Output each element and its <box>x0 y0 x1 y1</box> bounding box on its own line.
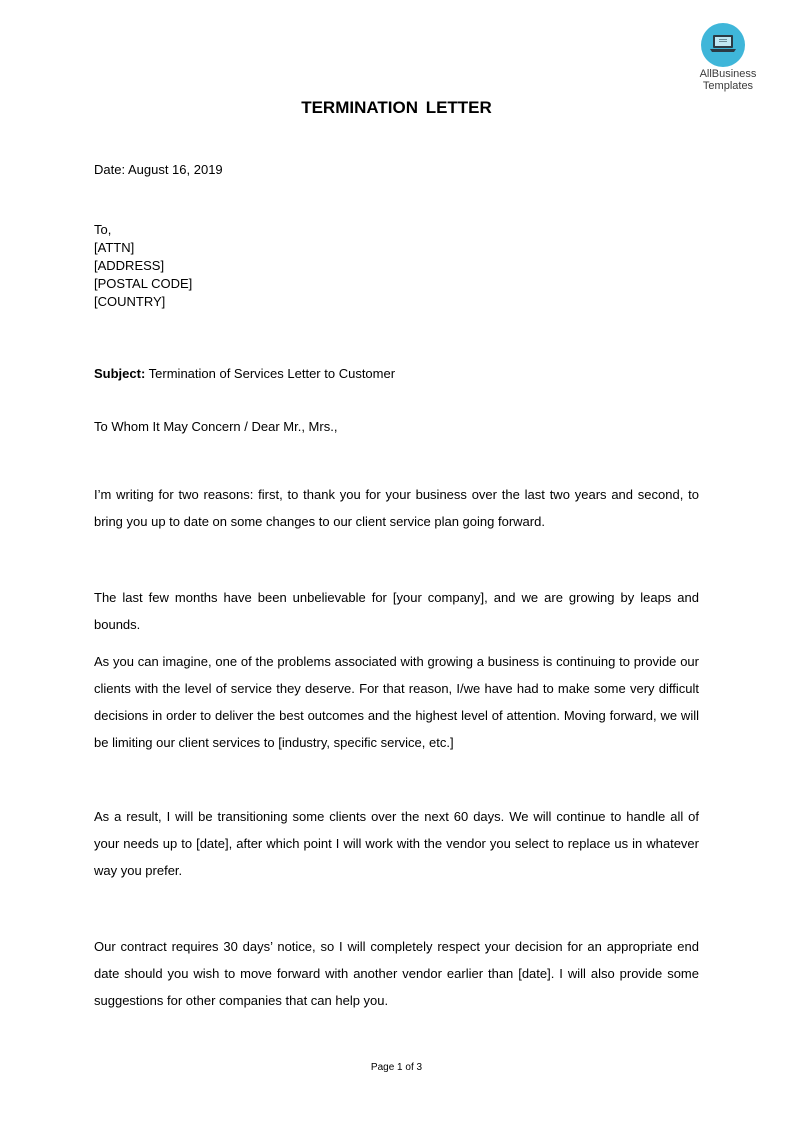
address-line: [ADDRESS] <box>94 258 165 273</box>
salutation: To Whom It May Concern / Dear Mr., Mrs., <box>94 419 338 434</box>
address-line: [COUNTRY] <box>94 294 166 309</box>
body-paragraph: I’m writing for two reasons: first, to thank you for your business over the last two years and second, to bring you up to date on some changes to our client service plan going forward. <box>94 487 699 529</box>
page-number: Page 1 of 3 <box>370 1062 423 1073</box>
date-line: Date: August 16, 2019 <box>94 162 223 177</box>
allbusiness-templates-logo <box>688 20 768 95</box>
logo-text-line1: AllBusiness <box>699 68 757 80</box>
address-line: [ATTN] <box>94 240 135 255</box>
body-paragraph: As a result, I will be transitioning some clients over the next 60 days. We will continue to handle all of your needs up to [date], after which point I will work with the vendor you select to replace us in whatever way you prefer. <box>94 809 699 878</box>
body-paragraph: The last few months have been unbelievable for [your company], and we are growing by leaps and bounds. <box>94 590 699 632</box>
address-line: [POSTAL CODE] <box>94 276 193 291</box>
subject-line <box>94 365 395 383</box>
subject-label: Subject: <box>94 366 146 381</box>
logo-text-line2: Templates <box>702 80 754 92</box>
subject-text: Termination of Services Letter to Customer <box>145 366 396 381</box>
body-paragraph: Our contract requires 30 days’ notice, so I will completely respect your decision for an appropriate end date should you wish to move forward with another vendor earlier than [date]. I will also provide some suggestions for other companies that can help you. <box>94 939 699 1008</box>
recipient-address-block <box>94 221 192 311</box>
document-title: TERMINATION LETTER <box>301 98 492 117</box>
laptop-icon <box>709 33 737 55</box>
body-paragraph: As you can imagine, one of the problems associated with growing a business is continuing to provide our clients with the level of service they deserve. For that reason, I/we have had to make some very difficult decisions in order to deliver the best outcomes and the highest level of attention. Moving forward, we will be limiting our client services to [industry, specific service, etc.] <box>94 654 699 750</box>
address-line: To, <box>94 222 112 237</box>
logo-circle <box>701 23 745 67</box>
